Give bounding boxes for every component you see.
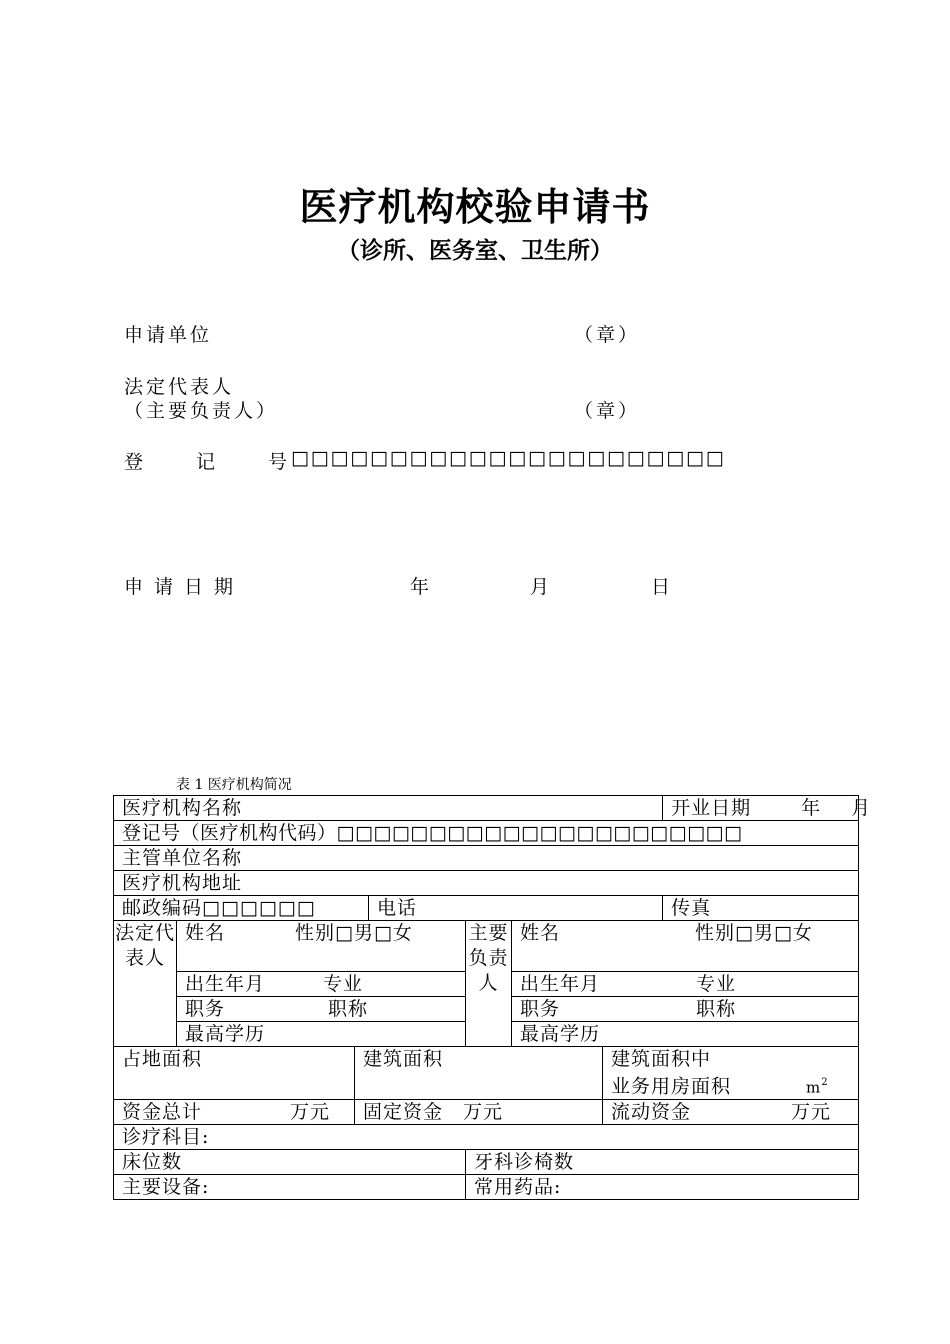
reg-no-label-1: 登 bbox=[124, 451, 147, 473]
legal-rep-position: 职务 bbox=[185, 998, 226, 1020]
medicines-label: 常用药品: bbox=[474, 1176, 562, 1199]
legal-rep-position-title[interactable] bbox=[177, 997, 466, 1022]
name-label: 医疗机构名称 bbox=[122, 797, 243, 819]
dental-chairs-cell[interactable] bbox=[466, 1150, 859, 1175]
main-head-title: 职称 bbox=[696, 998, 737, 1020]
equipment-cell[interactable] bbox=[114, 1175, 466, 1200]
open-month: 月 bbox=[851, 797, 872, 819]
current-funds-unit: 万元 bbox=[791, 1101, 832, 1124]
legal-rep-major: 专业 bbox=[323, 973, 364, 995]
row-phone[interactable] bbox=[369, 896, 663, 921]
row-open-date[interactable] bbox=[663, 796, 872, 821]
equipment-label: 主要设备: bbox=[122, 1176, 210, 1199]
current-funds-cell[interactable] bbox=[603, 1100, 859, 1125]
open-year: 年 bbox=[801, 797, 822, 819]
legal-rep-birth: 出生年月 bbox=[185, 973, 266, 995]
legal-rep-name-gender[interactable] bbox=[177, 921, 466, 972]
departments-label: 诊疗科目: bbox=[122, 1126, 210, 1149]
reg-no-label-2: 记 bbox=[196, 451, 219, 473]
legal-rep-gender: 性别□男□女 bbox=[295, 922, 413, 944]
legal-rep-title: 职称 bbox=[328, 998, 369, 1020]
main-head-major: 专业 bbox=[696, 973, 737, 995]
main-head-birth: 出生年月 bbox=[520, 973, 601, 995]
main-head-position-title[interactable] bbox=[512, 997, 859, 1022]
legal-rep-label: 法定代表人 bbox=[124, 376, 235, 398]
page-title: 医疗机构校验申请书 bbox=[299, 184, 651, 229]
medicines-cell[interactable] bbox=[466, 1175, 859, 1200]
business-area-label-1: 建筑面积中 bbox=[611, 1048, 712, 1070]
main-head-gender: 性别□男□女 bbox=[695, 922, 813, 944]
reg-code: 登记号（医疗机构代码）□□□□□□□□□□□□□□□□□□□□□□ bbox=[122, 822, 743, 844]
legal-rep-sub: （主要负责人） bbox=[124, 400, 279, 422]
dental-chairs-label: 牙科诊椅数 bbox=[474, 1151, 575, 1174]
main-head-birth-major[interactable] bbox=[512, 972, 859, 997]
reg-no-boxes[interactable]: □□□□□□□□□□□□□□□□□□□□□□ bbox=[291, 447, 726, 469]
date-year: 年 bbox=[410, 576, 433, 598]
page-subtitle: （诊所、医务室、卫生所） bbox=[337, 237, 613, 264]
row-postcode[interactable] bbox=[114, 896, 369, 921]
applicant-label: 申请单位 bbox=[124, 324, 213, 346]
beds-cell[interactable] bbox=[114, 1150, 466, 1175]
land-area-cell[interactable] bbox=[114, 1047, 355, 1100]
total-funds-unit: 万元 bbox=[290, 1101, 331, 1124]
legal-rep-education-label: 最高学历 bbox=[185, 1023, 266, 1045]
fixed-funds-label: 固定资金 bbox=[363, 1101, 444, 1124]
date-label: 申请日期 bbox=[124, 576, 245, 598]
legal-rep-birth-major[interactable] bbox=[177, 972, 466, 997]
main-head-education-label: 最高学历 bbox=[520, 1023, 601, 1045]
main-head-name-gender[interactable] bbox=[512, 921, 859, 972]
business-area-cell[interactable] bbox=[603, 1047, 859, 1100]
fixed-funds-cell[interactable] bbox=[355, 1100, 603, 1125]
unit-m2: m bbox=[806, 1078, 822, 1097]
land-area-label: 占地面积 bbox=[122, 1048, 203, 1070]
main-head-cell: 主要负责人 bbox=[466, 921, 512, 1047]
unit-sup: 2 bbox=[821, 1077, 829, 1088]
total-funds-cell[interactable] bbox=[114, 1100, 355, 1125]
beds-label: 床位数 bbox=[122, 1151, 183, 1174]
legal-rep-cell: 法定代表人 bbox=[114, 921, 177, 1047]
row-name[interactable] bbox=[114, 796, 663, 821]
reg-no-label-3: 号 bbox=[268, 451, 291, 473]
row-fax[interactable] bbox=[663, 896, 859, 921]
row-address[interactable] bbox=[114, 871, 859, 896]
main-head-name-label: 姓名 bbox=[520, 922, 561, 944]
open-date-label: 开业日期 bbox=[671, 797, 752, 819]
main-head-education[interactable] bbox=[512, 1022, 859, 1047]
current-funds-label: 流动资金 bbox=[611, 1101, 692, 1124]
legal-rep-name-label: 姓名 bbox=[185, 922, 226, 944]
phone-label: 电话 bbox=[377, 897, 418, 919]
institution-info-table bbox=[113, 795, 872, 1200]
business-area-label-2: 业务用房面积 bbox=[611, 1075, 732, 1098]
date-day: 日 bbox=[651, 576, 674, 598]
date-month: 月 bbox=[530, 576, 553, 598]
address-label: 医疗机构地址 bbox=[122, 872, 243, 894]
departments-cell[interactable] bbox=[114, 1125, 859, 1150]
postcode-label: 邮政编码□□□□□□ bbox=[122, 897, 316, 919]
building-area-label: 建筑面积 bbox=[363, 1048, 444, 1070]
table-caption: 表 1 医疗机构简况 bbox=[176, 777, 292, 793]
total-funds-label: 资金总计 bbox=[122, 1101, 203, 1124]
row-supervisor[interactable] bbox=[114, 846, 859, 871]
main-head-position: 职务 bbox=[520, 998, 561, 1020]
legal-rep-education[interactable] bbox=[177, 1022, 466, 1047]
row-reg-code[interactable] bbox=[114, 821, 859, 846]
fixed-funds-unit: 万元 bbox=[463, 1101, 504, 1124]
fax-label: 传真 bbox=[671, 897, 712, 919]
seal-1: （章） bbox=[574, 324, 641, 346]
supervisor-label: 主管单位名称 bbox=[122, 847, 243, 869]
building-area-cell[interactable] bbox=[355, 1047, 603, 1100]
seal-2: （章） bbox=[574, 400, 641, 422]
